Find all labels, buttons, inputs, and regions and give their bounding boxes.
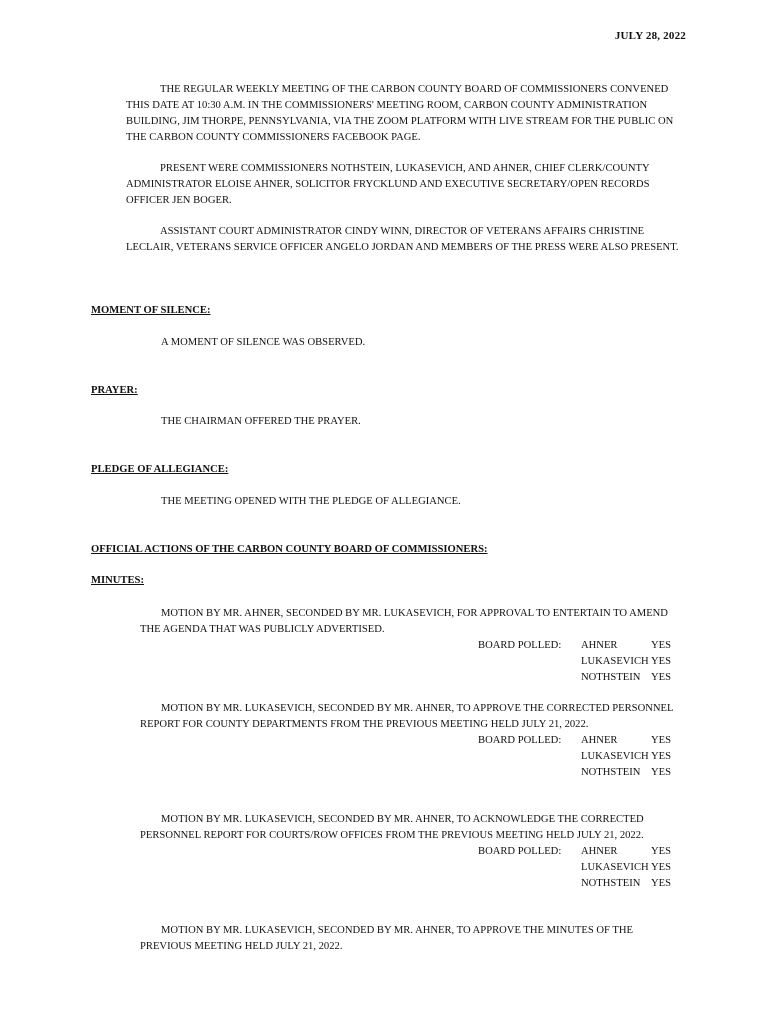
heading-prayer: PRAYER: (91, 385, 138, 396)
intro-paragraph-1: THE REGULAR WEEKLY MEETING OF THE CARBON COUNTY BOARD OF COMMISSIONERS CONVENED THIS DATE AT 10:30 A.M. IN THE COMMISSIONERS' MEETING ROOM, CARBON COUNTY ADMINISTRATION BUILDING, JIM THORPE, PENNSYLVANIA, VIA THE ZOOM PLATFORM WITH LIVE STREAM FOR THE PUBLIC ON THE CARBON COUNTY COMMISSIONERS FACEBOOK PAGE. (126, 84, 674, 143)
meeting-date: JULY 28, 2022 (614, 30, 686, 42)
poll-vote: YES (651, 735, 672, 746)
poll-vote: YES (651, 640, 672, 651)
poll-name: NOTHSTEIN (581, 767, 641, 778)
heading-moment-of-silence: MOMENT OF SILENCE: (91, 305, 211, 316)
heading-official-actions: OFFICIAL ACTIONS OF THE CARBON COUNTY BOARD OF COMMISSIONERS: (91, 544, 488, 555)
poll-name: AHNER (581, 735, 618, 746)
poll-vote: YES (651, 846, 672, 857)
poll-name: LUKASEVICH (581, 656, 649, 667)
intro-paragraph-3: ASSISTANT COURT ADMINISTRATOR CINDY WINN, DIRECTOR OF VETERANS AFFAIRS CHRISTINE LECLAIR, VETERANS SERVICE OFFICER ANGELO JORDAN AND MEMBERS OF THE PRESS WERE ALSO PRESENT. (126, 226, 679, 253)
pledge-text: THE MEETING OPENED WITH THE PLEDGE OF ALLEGIANCE. (161, 496, 461, 507)
motion-4: MOTION BY MR. LUKASEVICH, SECONDED BY MR. AHNER, TO APPROVE THE MINUTES OF THE PREVIOUS MEETING HELD JULY 21, 2022. (140, 925, 633, 952)
heading-minutes: MINUTES: (91, 575, 144, 586)
poll-vote: YES (651, 672, 672, 683)
poll-name: NOTHSTEIN (581, 878, 641, 889)
intro-paragraph-2: PRESENT WERE COMMISSIONERS NOTHSTEIN, LUKASEVICH, AND AHNER, CHIEF CLERK/COUNTY ADMINISTRATOR ELOISE AHNER, SOLICITOR FRYCKLUND AND EXECUTIVE SECRETARY/OPEN RECORDS OFFICER JEN BOGER. (126, 163, 650, 206)
poll-vote: YES (651, 656, 672, 667)
poll-name: LUKASEVICH (581, 862, 649, 873)
poll-vote: YES (651, 767, 672, 778)
motion-1: MOTION BY MR. AHNER, SECONDED BY MR. LUKASEVICH, FOR APPROVAL TO ENTERTAIN TO AMEND THE AGENDA THAT WAS PUBLICLY ADVERTISED. (140, 608, 668, 635)
poll-vote: YES (651, 878, 672, 889)
poll-name: AHNER (581, 640, 618, 651)
poll-vote: YES (651, 862, 672, 873)
poll-label: BOARD POLLED: (478, 846, 562, 857)
motion-2: MOTION BY MR. LUKASEVICH, SECONDED BY MR. AHNER, TO APPROVE THE CORRECTED PERSONNEL REPORT FOR COUNTY DEPARTMENTS FROM THE PREVIOUS MEETING HELD JULY 21, 2022. (140, 703, 674, 730)
poll-name: LUKASEVICH (581, 751, 649, 762)
poll-label: BOARD POLLED: (478, 735, 562, 746)
poll-label: BOARD POLLED: (478, 640, 562, 651)
heading-pledge: PLEDGE OF ALLEGIANCE: (91, 464, 229, 475)
silence-text: A MOMENT OF SILENCE WAS OBSERVED. (161, 337, 366, 348)
poll-name: NOTHSTEIN (581, 672, 641, 683)
poll-vote: YES (651, 751, 672, 762)
prayer-text: THE CHAIRMAN OFFERED THE PRAYER. (161, 416, 361, 427)
poll-name: AHNER (581, 846, 618, 857)
motion-3: MOTION BY MR. LUKASEVICH, SECONDED BY MR. AHNER, TO ACKNOWLEDGE THE CORRECTED PERSONNEL REPORT FOR COURTS/ROW OFFICES FROM THE PREVIOUS MEETING HELD JULY 21, 2022. (140, 814, 644, 841)
